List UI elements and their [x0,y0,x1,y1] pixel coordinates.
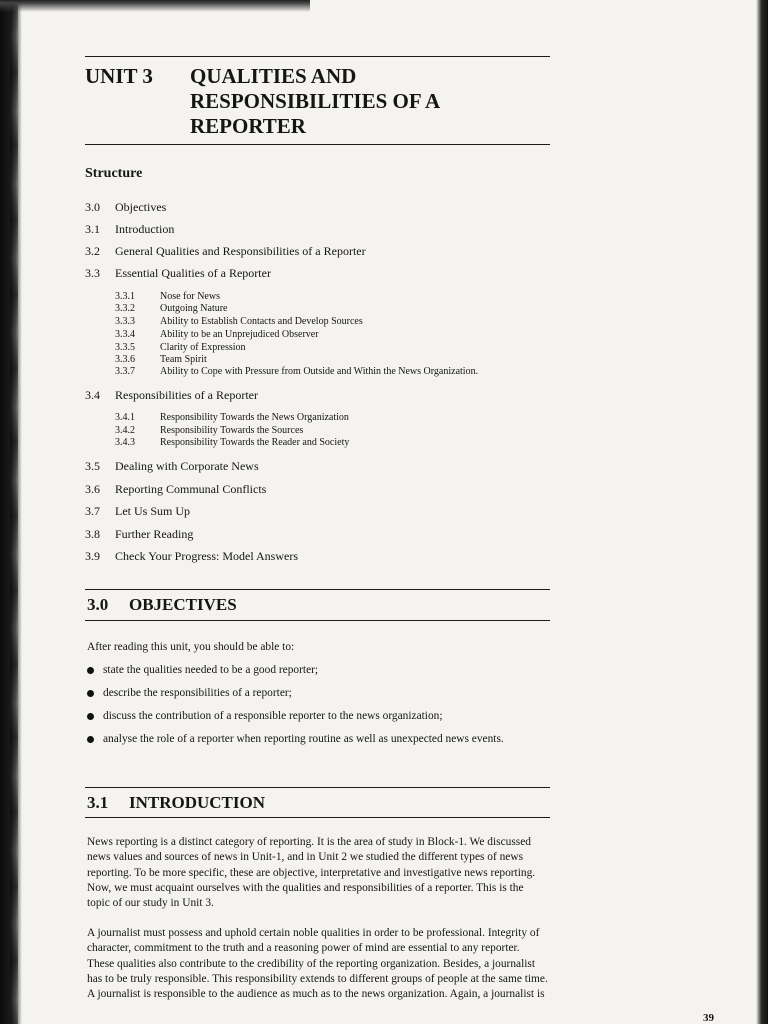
title-top-rule [85,56,550,57]
bullet-dot-icon [87,690,94,697]
objective-bullet-2: describe the responsibilities of a reporter; [87,686,547,701]
scan-right-shadow [756,0,768,1024]
introduction-paragraph-2: A journalist must possess and uphold certain noble qualities in order to be professional. Integrity of character, commitment to the truth and a reasoning power of mind are essential to any reporter. These qualities also contribute to the credibility of the reporting organization. Besides, a journalist has to be truly responsible. This responsibility extends to different groups of people at the same time. A journalist is responsible to the audience as much as to the news organization. Again, a journalist is [87,927,548,1001]
unit-title-line-1: QUALITIES AND [190,64,357,88]
unit-title-lines [190,64,550,139]
unit-number: UNIT 3 [85,64,153,88]
toc-item-3-9: 3.9 Check Your Progress: Model Answers [85,549,298,563]
objective-bullet-4: analyse the role of a reporter when reporting routine as well as unexpected news events. [87,732,547,747]
toc-subitem-3-3-4: 3.3.4 Ability to be an Unprejudiced Observer [115,329,319,340]
unit-title-line-3: REPORTER [190,114,306,138]
objectives-top-rule [85,589,550,590]
toc-subitem-3-3-2: 3.3.2 Outgoing Nature [115,303,228,314]
toc-item-3-5: 3.5 Dealing with Corporate News [85,459,259,473]
toc-subitem-3-3-5: 3.3.5 Clarity of Expression [115,342,246,353]
toc-item-3-4: 3.4 Responsibilities of a Reporter [85,388,258,402]
objective-bullet-1: state the qualities needed to be a good reporter; [87,663,547,678]
scan-top-smudge [0,0,310,12]
objectives-heading: 3.0 OBJECTIVES [87,595,237,614]
toc-item-3-6: 3.6 Reporting Communal Conflicts [85,482,267,496]
objective-bullet-3: discuss the contribution of a responsible reporter to the news organization; [87,709,547,724]
toc-subitem-3-3-6: 3.3.6 Team Spirit [115,354,207,365]
bullet-dot-icon [87,736,94,743]
introduction-bottom-rule [85,817,550,818]
introduction-paragraph-1: News reporting is a distinct category of reporting. It is the area of study in Block-1. We discussed news values and sources of news in Unit-1, and in Unit 2 we studied the different types of news reporting. To be more specific, these are objective, interpretative and investigative news reporting. Now, we must acquaint ourselves with the qualities and responsibilities of a reporter. This is the topic of our study in Unit 3. [87,836,536,910]
toc-item-3-8: 3.8 Further Reading [85,527,194,541]
toc-item-3-1: 3.1 Introduction [85,222,175,236]
toc-subitem-3-4-3: 3.4.3 Responsibility Towards the Reader and Society [115,437,350,448]
toc-subitem-3-3-1: 3.3.1 Nose for News [115,291,220,302]
toc-subitem-3-3-7: 3.3.7 Ability to Cope with Pressure from Outside and Within the News Organization. [115,366,479,377]
toc-subitem-3-4-1: 3.4.1 Responsibility Towards the News Organization [115,412,349,423]
objectives-intro: After reading this unit, you should be able to: [87,641,295,653]
objectives-bottom-rule [85,620,550,621]
toc-item-3-3: 3.3 Essential Qualities of a Reporter [85,266,271,280]
page-number: 39 [703,1012,714,1024]
toc-subitem-3-4-2: 3.4.2 Responsibility Towards the Sources [115,425,304,436]
toc-item-3-2: 3.2 General Qualities and Responsibilities of a Reporter [85,244,366,258]
introduction-heading: 3.1 INTRODUCTION [87,793,266,812]
scan-binding-texture [10,0,18,1024]
title-bottom-rule [85,144,550,145]
toc-subitem-3-3-3: 3.3.3 Ability to Establish Contacts and Develop Sources [115,316,363,327]
bullet-dot-icon [87,667,94,674]
toc-item-3-0: 3.0 Objectives [85,200,167,214]
unit-title-line-2: RESPONSIBILITIES OF A [190,89,441,113]
bullet-dot-icon [87,713,94,720]
structure-label: Structure [85,166,143,181]
toc-item-3-7: 3.7 Let Us Sum Up [85,504,190,518]
introduction-top-rule [85,787,550,788]
